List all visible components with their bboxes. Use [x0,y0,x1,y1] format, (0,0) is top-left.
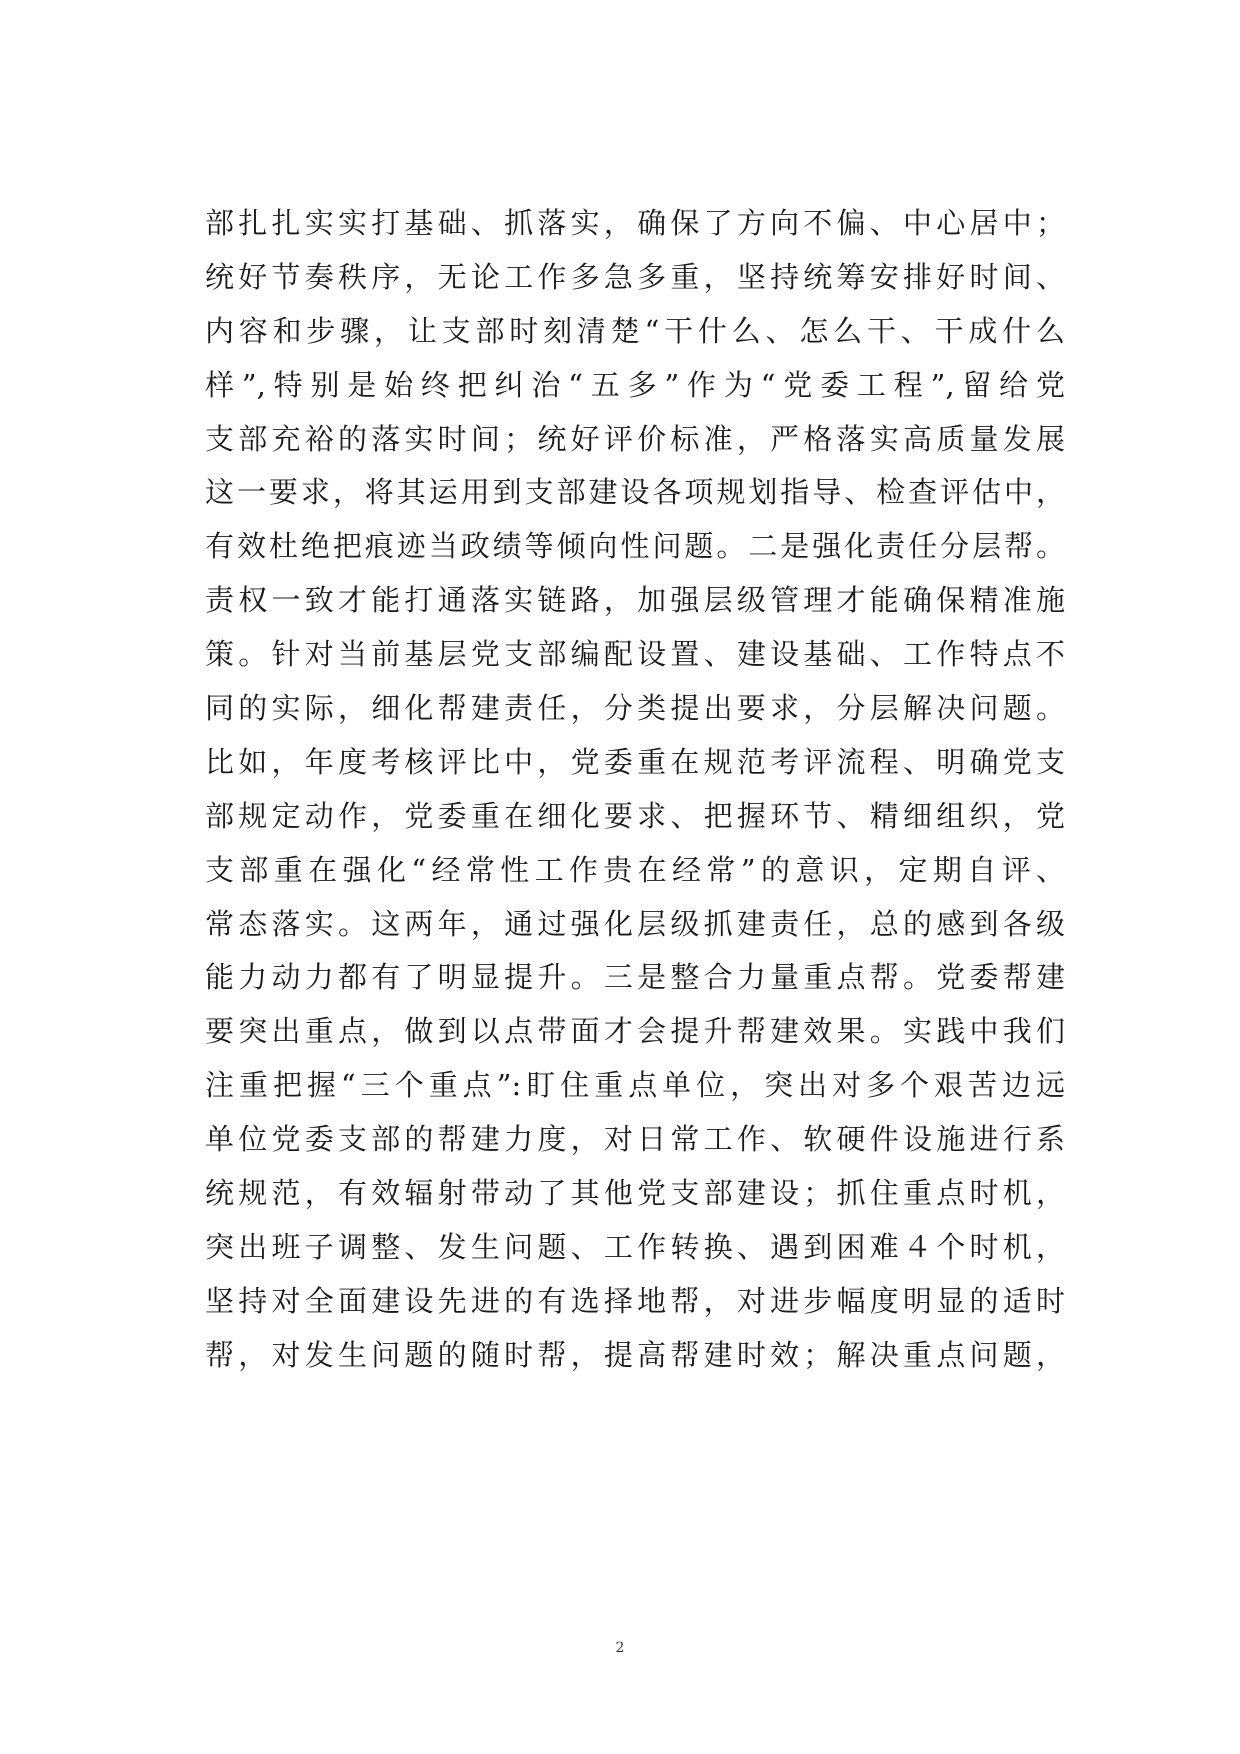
text-line: 统好节奏秩序，无论工作多急多重，坚持统筹安排好时间、 [205,259,1065,294]
text-line: 常态落实。这两年，通过强化层级抓建责任，总的感到各级 [205,906,1065,941]
text-line: 有效杜绝把痕迹当政绩等倾向性问题。二是强化责任分层帮。 [205,529,1065,564]
text-line: 支部充裕的落实时间；统好评价标准，严格落实高质量发展 [205,421,1065,456]
text-line: 注重把握“三个重点”:盯住重点单位，突出对多个艰苦边远 [205,1068,1065,1103]
body-text [205,197,1065,1383]
text-line: 要突出重点，做到以点带面才会提升帮建效果。实践中我们 [205,1014,1065,1049]
text-line: 能力动力都有了明显提升。三是整合力量重点帮。党委帮建 [205,960,1065,995]
text-line: 比如，年度考核评比中，党委重在规范考评流程、明确党支 [205,744,1065,779]
text-line: 帮，对发生问题的随时帮，提高帮建时效；解决重点问题， [205,1337,1065,1372]
text-line: 这一要求，将其运用到支部建设各项规划指导、检查评估中， [205,475,1065,510]
text-line: 支部重在强化“经常性工作贵在经常”的意识，定期自评、 [205,852,1065,887]
text-line: 内容和步骤，让支部时刻清楚“干什么、怎么干、干成什么 [205,313,1065,348]
text-line: 样”,特别是始终把纠治“五多”作为“党委工程”,留给党 [205,367,1065,402]
text-line: 责权一致才能打通落实链路，加强层级管理才能确保精准施 [205,583,1065,618]
text-line: 统规范，有效辐射带动了其他党支部建设；抓住重点时机， [205,1176,1065,1211]
text-line: 单位党委支部的帮建力度，对日常工作、软硬件设施进行系 [205,1122,1065,1157]
page-number: 2 [615,1640,625,1656]
text-line: 部扎扎实实打基础、抓落实，确保了方向不偏、中心居中； [205,206,1065,240]
text-line: 同的实际，细化帮建责任，分类提出要求，分层解决问题。 [205,691,1065,726]
text-line: 突出班子调整、发生问题、工作转换、遇到困难４个时机， [205,1229,1065,1264]
text-line: 坚持对全面建设先进的有选择地帮，对进步幅度明显的适时 [205,1283,1065,1318]
text-line: 策。针对当前基层党支部编配设置、建设基础、工作特点不 [205,637,1065,672]
text-line: 部规定动作，党委重在细化要求、把握环节、精细组织，党 [205,798,1065,833]
